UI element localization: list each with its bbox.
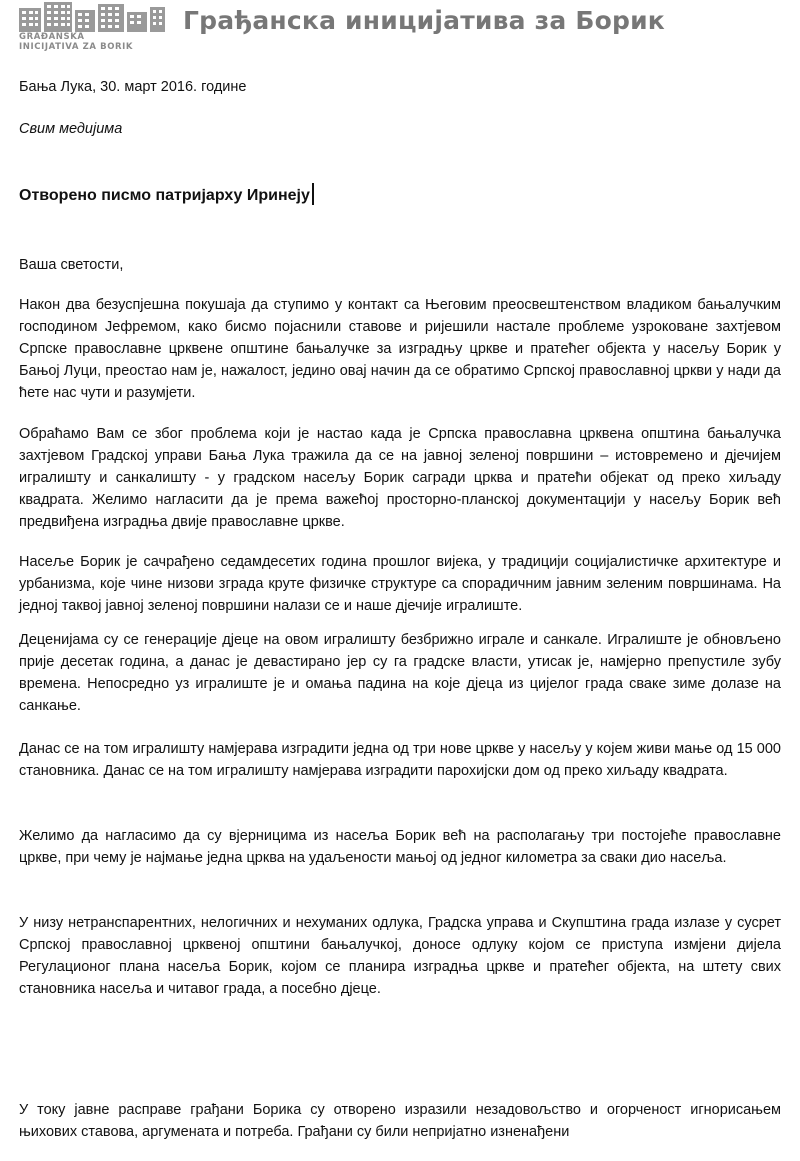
paragraph: Након два безуспјешна покушаја да ступимо у контакт са Његовим преосвештенством владиком бањалучким господином Јефремом, како бисмо појаснили ставове и ријешили настале проблеме узроковане захтјевом Српске православне црквене општине бањалучке за изградњу цркве и пратећег објекта у насељу Борик у Бањој Луци, преостао нам је, нажалост, једино овај начин да се обратимо Српској православној цркви у нади да ћете нас чути и разумјети. xyxy=(19,297,781,401)
paragraph: Насеље Борик је сачрађено седамдесетих година прошлог вијека, у традицији социјалистичке архитектуре и урбанизма, које чине низови зграда круте физичке структуре са спорадичним јавним зеленим површинама. На једној таквој јавној зеленој површини налази се и наше дјечије игралиште. xyxy=(19,554,781,614)
text-cursor xyxy=(312,183,314,205)
buildings-icon xyxy=(17,2,167,32)
paragraph: Желимо да нагласимо да су вјерницима из насеља Борик већ на располагању три постојеће православне цркве, при чему је најмање једна црква на удаљености мањој од једног километра за сваки дио насеља. xyxy=(19,828,781,866)
letterhead xyxy=(0,0,800,56)
letter-recipient: Свим медијима xyxy=(19,121,123,137)
letter-greeting: Ваша светости, xyxy=(19,257,124,273)
logo-text-line2: INICIJATIVA ZA BORIK xyxy=(19,42,134,52)
paragraph: У низу нетранспарентних, нелогичних и нехуманих одлука, Градска управа и Скупштина града излазе у сусрет Српској православној црквеној општини бањалучкој, доносе одлуку којом се приступа измјени дијела Регулационог плана насеља Борик, којом се планира изградња цркве и пратећег објекта, на штету свих становника насеља и читавог града, а посебно дјеце. xyxy=(19,915,781,997)
letter-heading[interactable] xyxy=(19,183,314,205)
paragraph: У току јавне расправе грађани Борика су отворено изразили незадовољство и огорченост игнорисањем њихових ставова, аргумената и потреба. Грађани су били непријатно изненађени xyxy=(19,1102,781,1140)
letter-date: Бања Лука, 30. март 2016. године xyxy=(19,79,247,95)
logo-text-line1: GRAĐANSKA xyxy=(19,32,85,42)
organization-title: Грађанска иницијатива за Борик xyxy=(183,6,665,35)
paragraph: Деценијама су се генерације дјеце на овом игралишту безбрижно играле и санкале. Игралиште је обновљено прије десетак година, а данас је девастирано јер су га градске власти, утисак је, намјерно препустиле зубу времена. Непосредно уз игралиште је и омања падина на које дјеца из цијелог града сваке зиме долазе на санкање. xyxy=(19,632,781,714)
initiative-logo xyxy=(17,2,169,54)
paragraph: Данас се на том игралишту намјерава изградити једна од три нове цркве у насељу у којем живи мање од 15 000 становника. Данас се на том игралишту намјерава изградити парохијски дом од преко хиљаду квадрата. xyxy=(19,741,781,779)
paragraph: Обраћамо Вам се због проблема који је настао када је Српска православна црквена општина бањалучка захтјевом Градској управи Бања Лука тражила да се на јавној зеленој површини – истовремено и дјечијем игралишту и санкалишту - у градском насељу Борик сагради црква и пратећи објекат од преко хиљаду квадрата. Желимо нагласити да је према важећој просторно-планској документацији у насељу Борик већ предвиђена изградња двије православне цркве. xyxy=(19,426,781,530)
letter-heading-text[interactable]: Отворено писмо патријарху Иринеју xyxy=(19,187,310,204)
